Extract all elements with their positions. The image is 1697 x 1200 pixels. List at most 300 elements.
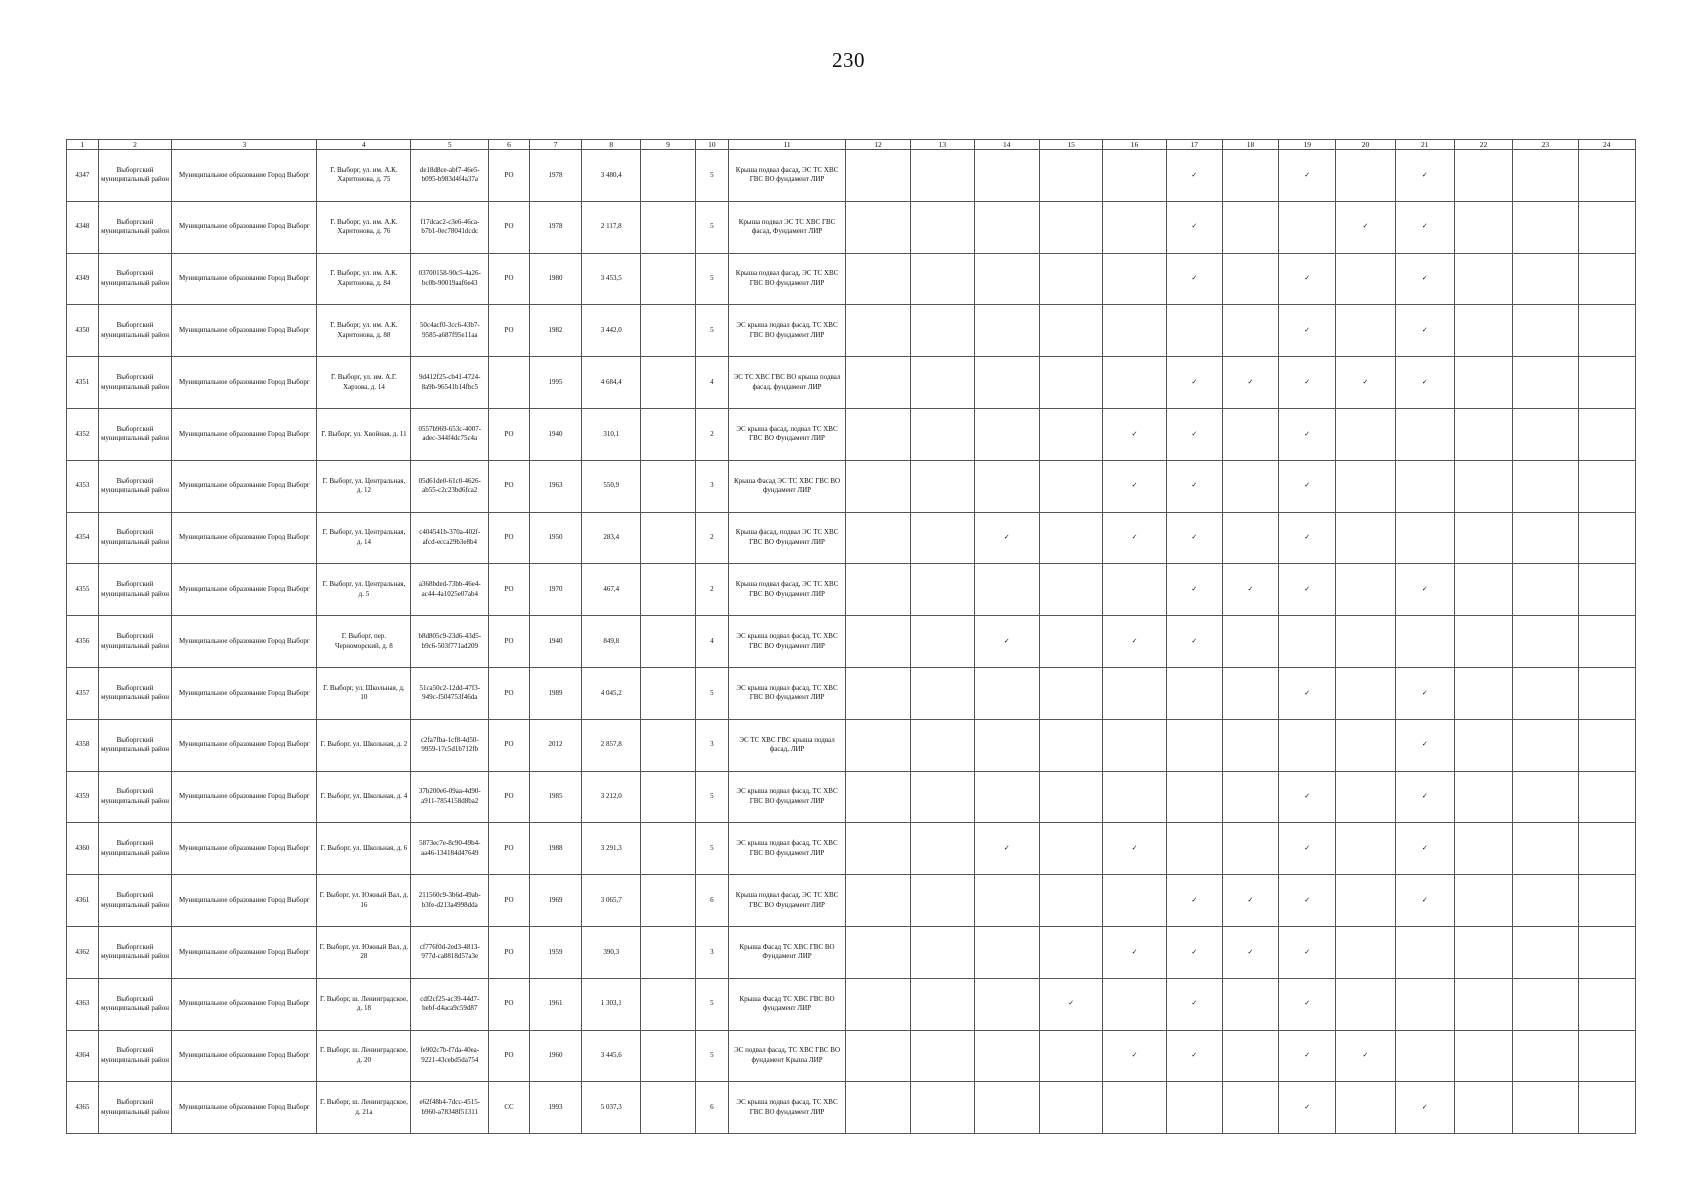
- column-number-col-18: 18: [1222, 140, 1278, 150]
- year-built-cell: 1940: [529, 408, 581, 460]
- check-cell-col-13: [911, 1082, 974, 1134]
- building-guid-cell: e62f48b4-7dcc-4515-b960-a78348f51311: [411, 1082, 489, 1134]
- check-cell-col-22: [1454, 512, 1512, 564]
- column-number-row: [67, 140, 1636, 150]
- floors-cell: 5: [695, 978, 729, 1030]
- district-cell: Выборгский муниципальный район: [98, 926, 172, 978]
- check-cell-col-12: [845, 1082, 910, 1134]
- check-cell-col-16: [1103, 253, 1166, 305]
- work-types-cell: ЭС крыша подвал фасад, ТС ХВС ГВС ВО фундамент ЛИР: [729, 305, 846, 357]
- check-cell-col-18: ✓: [1222, 564, 1278, 616]
- municipality-cell: Муниципальное образование Город Выборг: [172, 512, 317, 564]
- check-cell-col-23: [1513, 926, 1578, 978]
- ownership-cell: РО: [489, 926, 530, 978]
- col-9-cell: [641, 823, 695, 875]
- check-cell-col-12: [845, 512, 910, 564]
- check-cell-col-12: [845, 771, 910, 823]
- table-row: [67, 1082, 1636, 1134]
- check-cell-col-23: [1513, 1082, 1578, 1134]
- check-cell-col-12: [845, 253, 910, 305]
- building-guid-cell: 5873ec7e-8c90-49b4-aa46-134184d47649: [411, 823, 489, 875]
- row-id-cell: 4347: [67, 150, 99, 202]
- ownership-cell: РО: [489, 408, 530, 460]
- check-cell-col-12: [845, 667, 910, 719]
- check-cell-col-23: [1513, 1030, 1578, 1082]
- column-number-col-13: 13: [911, 140, 974, 150]
- work-types-cell: Крыша Фасад ТС ХВС ГВС ВО Фундамент ЛИР: [729, 926, 846, 978]
- floors-cell: 5: [695, 823, 729, 875]
- check-cell-col-22: [1454, 616, 1512, 668]
- check-cell-col-23: [1513, 253, 1578, 305]
- check-cell-col-17: ✓: [1166, 150, 1222, 202]
- check-cell-col-14: [974, 253, 1039, 305]
- check-cell-col-14: [974, 305, 1039, 357]
- row-id-cell: 4357: [67, 667, 99, 719]
- check-cell-col-12: [845, 150, 910, 202]
- area-cell: 3 453,5: [582, 253, 641, 305]
- check-cell-col-19: ✓: [1279, 408, 1336, 460]
- check-cell-col-17: [1166, 1082, 1222, 1134]
- row-id-cell: 4358: [67, 719, 99, 771]
- check-cell-col-22: [1454, 1082, 1512, 1134]
- check-cell-col-17: ✓: [1166, 875, 1222, 927]
- check-cell-col-12: [845, 823, 910, 875]
- row-id-cell: 4356: [67, 616, 99, 668]
- check-cell-col-19: [1279, 201, 1336, 253]
- check-cell-col-20: [1336, 150, 1395, 202]
- check-cell-col-17: ✓: [1166, 357, 1222, 409]
- check-cell-col-19: ✓: [1279, 771, 1336, 823]
- municipality-cell: Муниципальное образование Город Выборг: [172, 564, 317, 616]
- row-id-cell: 4354: [67, 512, 99, 564]
- work-types-cell: Крыша подвал фасад, ЭС ТС ХВС ГВС ВО фундамент ЛИР: [729, 253, 846, 305]
- check-cell-col-12: [845, 616, 910, 668]
- year-built-cell: 1970: [529, 564, 581, 616]
- row-id-cell: 4350: [67, 305, 99, 357]
- work-types-cell: ЭС крыша подвал фасад, ТС ХВС ГВС ВО фундамент ЛИР: [729, 1082, 846, 1134]
- area-cell: 550,9: [582, 460, 641, 512]
- ownership-cell: [489, 357, 530, 409]
- check-cell-col-23: [1513, 978, 1578, 1030]
- check-cell-col-19: ✓: [1279, 357, 1336, 409]
- col-9-cell: [641, 1030, 695, 1082]
- check-cell-col-23: [1513, 150, 1578, 202]
- check-cell-col-13: [911, 253, 974, 305]
- check-cell-col-12: [845, 978, 910, 1030]
- check-cell-col-22: [1454, 150, 1512, 202]
- check-cell-col-14: ✓: [974, 823, 1039, 875]
- address-cell: Г. Выборг, ул. им. А.К. Харитонова, д. 88: [317, 305, 411, 357]
- work-types-cell: Крыша подвал фасад, ЭС ТС ХВС ГВС ВО Фундамент ЛИР: [729, 564, 846, 616]
- municipality-cell: Муниципальное образование Город Выборг: [172, 667, 317, 719]
- work-types-cell: Крыша Фасад ЭС ТС ХВС ГВС ВО фундамент ЛИР: [729, 460, 846, 512]
- check-cell-col-18: [1222, 305, 1278, 357]
- ownership-cell: РО: [489, 823, 530, 875]
- check-cell-col-12: [845, 875, 910, 927]
- check-cell-col-20: [1336, 978, 1395, 1030]
- building-registry-table: [66, 139, 1636, 1134]
- check-cell-col-22: [1454, 201, 1512, 253]
- check-cell-col-23: [1513, 460, 1578, 512]
- check-cell-col-22: [1454, 875, 1512, 927]
- check-cell-col-19: ✓: [1279, 823, 1336, 875]
- check-cell-col-20: [1336, 616, 1395, 668]
- year-built-cell: 1985: [529, 771, 581, 823]
- table-row: [67, 564, 1636, 616]
- check-cell-col-19: ✓: [1279, 305, 1336, 357]
- check-cell-col-22: [1454, 357, 1512, 409]
- area-cell: 2 117,8: [582, 201, 641, 253]
- table-row: [67, 253, 1636, 305]
- check-cell-col-17: ✓: [1166, 253, 1222, 305]
- ownership-cell: РО: [489, 460, 530, 512]
- floors-cell: 3: [695, 460, 729, 512]
- table-row: [67, 616, 1636, 668]
- work-types-cell: Крыша подвал фасад, ЭС ТС ХВС ГВС ВО Фундамент ЛИР: [729, 875, 846, 927]
- building-guid-cell: 9d412f25-cb41-4724-8a9b-96541b14fbc5: [411, 357, 489, 409]
- check-cell-col-18: ✓: [1222, 875, 1278, 927]
- year-built-cell: 1978: [529, 201, 581, 253]
- check-cell-col-13: [911, 719, 974, 771]
- check-cell-col-21: ✓: [1395, 253, 1454, 305]
- row-id-cell: 4360: [67, 823, 99, 875]
- check-cell-col-14: [974, 357, 1039, 409]
- column-number-floors: 10: [695, 140, 729, 150]
- check-cell-col-12: [845, 1030, 910, 1082]
- column-number-col-14: 14: [974, 140, 1039, 150]
- floors-cell: 5: [695, 150, 729, 202]
- building-guid-cell: 03700158-90c5-4a26-bc0b-90019aaf6e43: [411, 253, 489, 305]
- check-cell-col-16: ✓: [1103, 926, 1166, 978]
- check-cell-col-18: [1222, 978, 1278, 1030]
- building-guid-cell: 05d61de0-61c0-4626-ab55-c2c23bd6fca2: [411, 460, 489, 512]
- check-cell-col-13: [911, 926, 974, 978]
- check-cell-col-21: ✓: [1395, 150, 1454, 202]
- check-cell-col-15: [1039, 201, 1102, 253]
- floors-cell: 3: [695, 926, 729, 978]
- check-cell-col-24: [1578, 253, 1635, 305]
- row-id-cell: 4355: [67, 564, 99, 616]
- column-number-building-guid: 5: [411, 140, 489, 150]
- building-guid-cell: fe902c7b-f7da-40ea-9221-43cebd5da754: [411, 1030, 489, 1082]
- check-cell-col-13: [911, 512, 974, 564]
- building-guid-cell: 211560c9-3b6d-49ab-b3fe-d213a4998dda: [411, 875, 489, 927]
- district-cell: Выборгский муниципальный район: [98, 875, 172, 927]
- check-cell-col-16: [1103, 564, 1166, 616]
- municipality-cell: Муниципальное образование Город Выборг: [172, 823, 317, 875]
- check-cell-col-21: [1395, 460, 1454, 512]
- check-cell-col-19: [1279, 616, 1336, 668]
- check-cell-col-14: [974, 1082, 1039, 1134]
- check-cell-col-15: ✓: [1039, 978, 1102, 1030]
- table-row: [67, 1030, 1636, 1082]
- check-cell-col-23: [1513, 719, 1578, 771]
- check-cell-col-15: [1039, 408, 1102, 460]
- address-cell: Г. Выборг, ш. Ленинградское, д. 18: [317, 978, 411, 1030]
- check-cell-col-14: [974, 408, 1039, 460]
- check-cell-col-19: ✓: [1279, 253, 1336, 305]
- row-id-cell: 4359: [67, 771, 99, 823]
- address-cell: Г. Выборг, ул. Центральная, д. 12: [317, 460, 411, 512]
- col-9-cell: [641, 150, 695, 202]
- check-cell-col-19: ✓: [1279, 926, 1336, 978]
- column-number-municipality: 3: [172, 140, 317, 150]
- area-cell: 1 303,1: [582, 978, 641, 1030]
- building-guid-cell: cdf2cf25-ac39-44d7-bebf-d4aca9c59d87: [411, 978, 489, 1030]
- check-cell-col-17: ✓: [1166, 1030, 1222, 1082]
- col-9-cell: [641, 926, 695, 978]
- row-id-cell: 4353: [67, 460, 99, 512]
- col-9-cell: [641, 875, 695, 927]
- floors-cell: 2: [695, 512, 729, 564]
- check-cell-col-20: ✓: [1336, 1030, 1395, 1082]
- check-cell-col-19: ✓: [1279, 1030, 1336, 1082]
- column-number-work-types: 11: [729, 140, 846, 150]
- year-built-cell: 1969: [529, 875, 581, 927]
- check-cell-col-18: ✓: [1222, 926, 1278, 978]
- municipality-cell: Муниципальное образование Город Выборг: [172, 1082, 317, 1134]
- table-row: [67, 408, 1636, 460]
- check-cell-col-17: ✓: [1166, 512, 1222, 564]
- year-built-cell: 1993: [529, 1082, 581, 1134]
- check-cell-col-16: [1103, 1082, 1166, 1134]
- column-number-col-9: 9: [641, 140, 695, 150]
- check-cell-col-20: ✓: [1336, 201, 1395, 253]
- check-cell-col-20: ✓: [1336, 357, 1395, 409]
- check-cell-col-20: [1336, 1082, 1395, 1134]
- column-number-year-built: 7: [529, 140, 581, 150]
- check-cell-col-23: [1513, 201, 1578, 253]
- municipality-cell: Муниципальное образование Город Выборг: [172, 771, 317, 823]
- check-cell-col-21: ✓: [1395, 719, 1454, 771]
- check-cell-col-14: [974, 201, 1039, 253]
- check-cell-col-18: [1222, 253, 1278, 305]
- col-9-cell: [641, 201, 695, 253]
- check-cell-col-21: ✓: [1395, 667, 1454, 719]
- check-cell-col-16: [1103, 719, 1166, 771]
- address-cell: Г. Выборг, ул. Школьная, д. 6: [317, 823, 411, 875]
- check-cell-col-24: [1578, 201, 1635, 253]
- table-row: [67, 875, 1636, 927]
- column-number-col-23: 23: [1513, 140, 1578, 150]
- check-cell-col-18: [1222, 150, 1278, 202]
- check-cell-col-18: [1222, 719, 1278, 771]
- work-types-cell: ЭС подвал фасад, ТС ХВС ГВС ВО фундамент Крыша ЛИР: [729, 1030, 846, 1082]
- check-cell-col-20: [1336, 875, 1395, 927]
- area-cell: 390,3: [582, 926, 641, 978]
- column-number-col-22: 22: [1454, 140, 1512, 150]
- area-cell: 3 442,0: [582, 305, 641, 357]
- column-number-col-12: 12: [845, 140, 910, 150]
- check-cell-col-14: [974, 926, 1039, 978]
- check-cell-col-21: ✓: [1395, 201, 1454, 253]
- table-row: [67, 201, 1636, 253]
- row-id-cell: 4361: [67, 875, 99, 927]
- check-cell-col-22: [1454, 253, 1512, 305]
- floors-cell: 5: [695, 305, 729, 357]
- check-cell-col-14: ✓: [974, 616, 1039, 668]
- check-cell-col-17: ✓: [1166, 926, 1222, 978]
- building-guid-cell: f17dcac2-c3e6-46ca-b7b1-0ec78041dcdc: [411, 201, 489, 253]
- check-cell-col-15: [1039, 512, 1102, 564]
- check-cell-col-12: [845, 926, 910, 978]
- col-9-cell: [641, 616, 695, 668]
- year-built-cell: 1988: [529, 823, 581, 875]
- check-cell-col-16: [1103, 978, 1166, 1030]
- check-cell-col-12: [845, 564, 910, 616]
- district-cell: Выборгский муниципальный район: [98, 1082, 172, 1134]
- check-cell-col-23: [1513, 667, 1578, 719]
- check-cell-col-15: [1039, 150, 1102, 202]
- check-cell-col-15: [1039, 357, 1102, 409]
- area-cell: 3 065,7: [582, 875, 641, 927]
- district-cell: Выборгский муниципальный район: [98, 357, 172, 409]
- year-built-cell: 1980: [529, 253, 581, 305]
- check-cell-col-22: [1454, 408, 1512, 460]
- column-number-col-20: 20: [1336, 140, 1395, 150]
- check-cell-col-21: ✓: [1395, 564, 1454, 616]
- check-cell-col-17: ✓: [1166, 201, 1222, 253]
- check-cell-col-21: [1395, 512, 1454, 564]
- check-cell-col-19: [1279, 719, 1336, 771]
- check-cell-col-19: ✓: [1279, 512, 1336, 564]
- floors-cell: 5: [695, 201, 729, 253]
- work-types-cell: ЭС крыша подвал фасад, ТС ХВС ГВС ВО Фундамент ЛИР: [729, 616, 846, 668]
- year-built-cell: 1963: [529, 460, 581, 512]
- check-cell-col-15: [1039, 823, 1102, 875]
- district-cell: Выборгский муниципальный район: [98, 253, 172, 305]
- floors-cell: 4: [695, 616, 729, 668]
- check-cell-col-18: [1222, 201, 1278, 253]
- page-number: 230: [832, 48, 865, 72]
- check-cell-col-12: [845, 201, 910, 253]
- ownership-cell: РО: [489, 253, 530, 305]
- check-cell-col-16: ✓: [1103, 408, 1166, 460]
- check-cell-col-16: [1103, 201, 1166, 253]
- building-guid-cell: de18d8ce-abf7-46e5-b095-b983d4f4a37a: [411, 150, 489, 202]
- work-types-cell: Крыша подвал фасад, ЭС ТС ХВС ГВС ВО фундамент ЛИР: [729, 150, 846, 202]
- ownership-cell: РО: [489, 978, 530, 1030]
- check-cell-col-23: [1513, 305, 1578, 357]
- check-cell-col-17: [1166, 667, 1222, 719]
- work-types-cell: ЭС крыша фасад, подвал ТС ХВС ГВС ВО Фундамент ЛИР: [729, 408, 846, 460]
- check-cell-col-13: [911, 667, 974, 719]
- area-cell: 467,4: [582, 564, 641, 616]
- check-cell-col-23: [1513, 875, 1578, 927]
- check-cell-col-14: [974, 460, 1039, 512]
- check-cell-col-13: [911, 616, 974, 668]
- col-9-cell: [641, 512, 695, 564]
- year-built-cell: 1960: [529, 1030, 581, 1082]
- check-cell-col-15: [1039, 460, 1102, 512]
- check-cell-col-24: [1578, 150, 1635, 202]
- check-cell-col-17: ✓: [1166, 460, 1222, 512]
- check-cell-col-16: ✓: [1103, 1030, 1166, 1082]
- check-cell-col-20: [1336, 408, 1395, 460]
- address-cell: Г. Выборг, ул. Хвойная, д. 11: [317, 408, 411, 460]
- check-cell-col-16: ✓: [1103, 512, 1166, 564]
- check-cell-col-18: ✓: [1222, 357, 1278, 409]
- column-number-area: 8: [582, 140, 641, 150]
- check-cell-col-16: [1103, 771, 1166, 823]
- check-cell-col-24: [1578, 719, 1635, 771]
- check-cell-col-23: [1513, 512, 1578, 564]
- table-row: [67, 512, 1636, 564]
- building-guid-cell: 51ca50c2-12dd-47f3-949c-f504753f46da: [411, 667, 489, 719]
- row-id-cell: 4351: [67, 357, 99, 409]
- table-row: [67, 305, 1636, 357]
- check-cell-col-21: ✓: [1395, 875, 1454, 927]
- district-cell: Выборгский муниципальный район: [98, 305, 172, 357]
- check-cell-col-18: [1222, 667, 1278, 719]
- check-cell-col-17: ✓: [1166, 564, 1222, 616]
- check-cell-col-16: ✓: [1103, 616, 1166, 668]
- year-built-cell: 2012: [529, 719, 581, 771]
- municipality-cell: Муниципальное образование Город Выборг: [172, 616, 317, 668]
- building-guid-cell: c2fa7fba-1cf8-4d50-9959-17c5d1b712fb: [411, 719, 489, 771]
- check-cell-col-24: [1578, 460, 1635, 512]
- check-cell-col-15: [1039, 667, 1102, 719]
- check-cell-col-19: ✓: [1279, 875, 1336, 927]
- work-types-cell: Крыша подвал ЭС ТС ХВС ГВС фасад, Фундамент ЛИР: [729, 201, 846, 253]
- check-cell-col-14: [974, 564, 1039, 616]
- table-row: [67, 978, 1636, 1030]
- check-cell-col-21: [1395, 616, 1454, 668]
- check-cell-col-21: ✓: [1395, 1082, 1454, 1134]
- year-built-cell: 1959: [529, 926, 581, 978]
- check-cell-col-24: [1578, 1030, 1635, 1082]
- check-cell-col-22: [1454, 823, 1512, 875]
- municipality-cell: Муниципальное образование Город Выборг: [172, 978, 317, 1030]
- check-cell-col-19: ✓: [1279, 564, 1336, 616]
- check-cell-col-23: [1513, 408, 1578, 460]
- row-id-cell: 4348: [67, 201, 99, 253]
- check-cell-col-16: [1103, 150, 1166, 202]
- check-cell-col-19: ✓: [1279, 1082, 1336, 1134]
- column-number-row-number: 1: [67, 140, 99, 150]
- check-cell-col-21: ✓: [1395, 823, 1454, 875]
- municipality-cell: Муниципальное образование Город Выборг: [172, 253, 317, 305]
- check-cell-col-16: [1103, 875, 1166, 927]
- area-cell: 3 480,4: [582, 150, 641, 202]
- check-cell-col-12: [845, 719, 910, 771]
- check-cell-col-17: [1166, 305, 1222, 357]
- floors-cell: 5: [695, 771, 729, 823]
- check-cell-col-14: [974, 719, 1039, 771]
- address-cell: Г. Выборг, ул. им. А.К. Харитонова, д. 75: [317, 150, 411, 202]
- work-types-cell: ЭС ТС ХВС ГВС ВО крыша подвал фасад, фундамент ЛИР: [729, 357, 846, 409]
- table-row: [67, 719, 1636, 771]
- check-cell-col-13: [911, 201, 974, 253]
- check-cell-col-18: [1222, 460, 1278, 512]
- municipality-cell: Муниципальное образование Город Выборг: [172, 926, 317, 978]
- municipality-cell: Муниципальное образование Город Выборг: [172, 201, 317, 253]
- check-cell-col-15: [1039, 875, 1102, 927]
- building-guid-cell: a368bded-73bb-46e4-ac44-4a1025e07ab4: [411, 564, 489, 616]
- check-cell-col-24: [1578, 771, 1635, 823]
- check-cell-col-13: [911, 357, 974, 409]
- check-cell-col-23: [1513, 357, 1578, 409]
- area-cell: 2 857,8: [582, 719, 641, 771]
- check-cell-col-14: [974, 667, 1039, 719]
- check-cell-col-14: [974, 978, 1039, 1030]
- check-cell-col-22: [1454, 667, 1512, 719]
- check-cell-col-22: [1454, 926, 1512, 978]
- check-cell-col-23: [1513, 771, 1578, 823]
- check-cell-col-20: [1336, 460, 1395, 512]
- col-9-cell: [641, 667, 695, 719]
- floors-cell: 2: [695, 564, 729, 616]
